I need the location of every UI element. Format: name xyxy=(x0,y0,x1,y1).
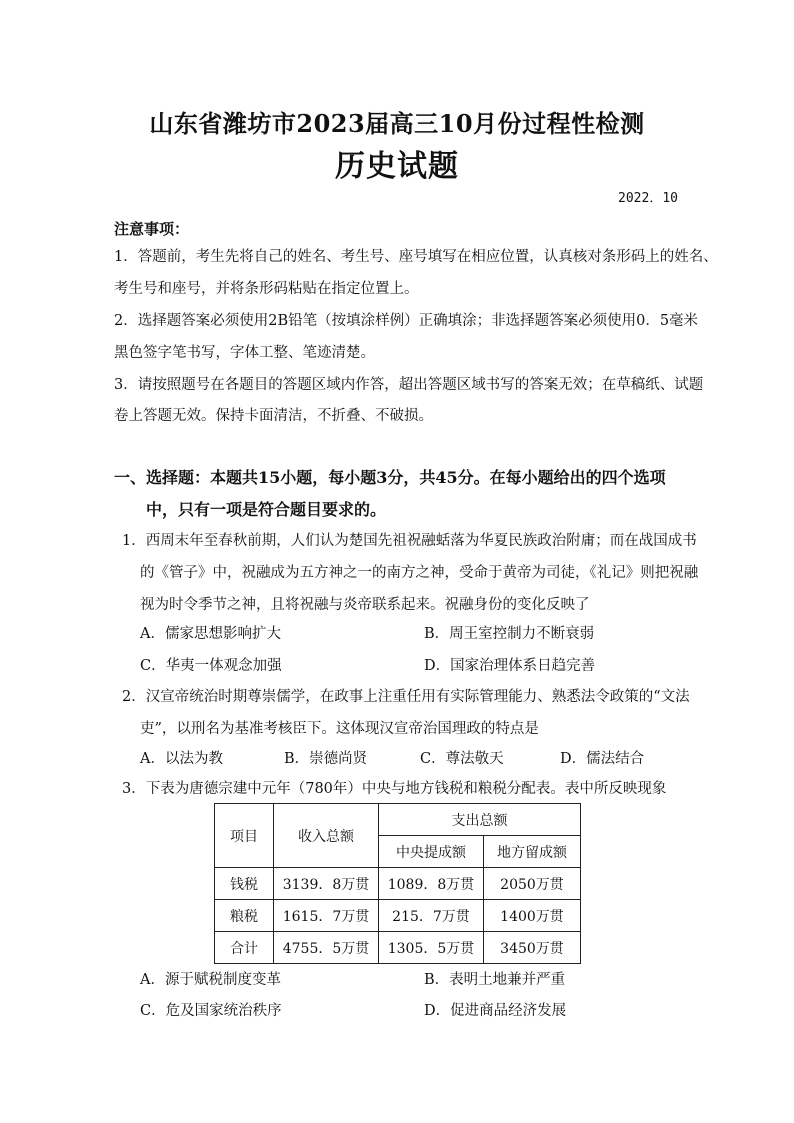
question-1-option-b[interactable]: B．周王室控制力不断衰弱 xyxy=(424,626,595,642)
notice-line: 黑色签字笔书写，字体工整、笔迹清楚。 xyxy=(114,345,375,361)
notice-line: 1．答题前，考生先将自己的姓名、考生号、座号填写在相应位置，认真核对条形码上的姓名、 xyxy=(114,249,718,265)
table-row xyxy=(215,868,581,900)
question-1-option-d[interactable]: D．国家治理体系日趋完善 xyxy=(424,658,596,674)
table-cell: 钱税 xyxy=(215,868,274,900)
table-header-income: 收入总额 xyxy=(274,804,379,868)
table-cell: 3450万贯 xyxy=(484,932,581,964)
table-cell: 1615．7万贯 xyxy=(274,900,379,932)
table-cell: 1089．8万贯 xyxy=(379,868,484,900)
exam-title: 山东省潍坊市2023届高三10月份过程性检测 xyxy=(149,109,645,138)
question-2-option-d[interactable]: D．儒法结合 xyxy=(560,751,645,767)
question-3-option-b[interactable]: B．表明土地兼并严重 xyxy=(424,972,566,988)
table-cell: 1400万贯 xyxy=(484,900,581,932)
table-header-item: 项目 xyxy=(215,804,274,868)
tax-distribution-table xyxy=(214,803,581,964)
question-1-stem: 1．西周末年至春秋前期，人们认为楚国先祖祝融蛞落为华夏民族政治附庸；而在战国成书 xyxy=(122,533,697,549)
notice-line: 3．请按照题号在各题目的答题区域内作答，超出答题区域书写的答案无效；在草稿纸、试题 xyxy=(114,377,704,393)
section-heading-cont: 中，只有一项是符合题目要求的。 xyxy=(146,500,387,519)
question-3-option-a[interactable]: A．源于赋税制度变革 xyxy=(140,972,281,988)
question-2-stem: 吏”，以刑名为基准考核臣下。这体现汉宣帝治国理政的特点是 xyxy=(140,721,539,737)
table-cell: 1305．5万贯 xyxy=(379,932,484,964)
notice-heading: 注意事项： xyxy=(114,220,190,238)
table-cell: 粮税 xyxy=(215,900,274,932)
table-cell: 4755．5万贯 xyxy=(274,932,379,964)
question-2-option-c[interactable]: C．尊法敬天 xyxy=(420,751,504,767)
table-row xyxy=(215,932,581,964)
table-cell: 215．7万贯 xyxy=(379,900,484,932)
question-3-stem: 3．下表为唐德宗建中元年（780年）中央与地方钱税和粮税分配表。表中所反映现象 xyxy=(122,781,667,797)
question-3-option-d[interactable]: D．促进商品经济发展 xyxy=(424,1003,567,1019)
table-header-central: 中央提成额 xyxy=(379,836,484,868)
question-1-stem: 视为时令季节之神，且将祝融与炎帝联系起来。祝融身份的变化反映了 xyxy=(140,597,590,613)
question-1-option-c[interactable]: C．华夷一体观念加强 xyxy=(140,658,282,674)
question-2-stem: 2．汉宣帝统治时期尊崇儒学，在政事上注重任用有实际管理能力、熟悉法令政策的“文法 xyxy=(122,689,690,705)
exam-date: 2022．10 xyxy=(618,191,678,206)
table-row xyxy=(215,900,581,932)
question-3-option-c[interactable]: C．危及国家统治秩序 xyxy=(140,1003,282,1019)
question-2-option-b[interactable]: B．崇德尚贤 xyxy=(284,751,368,767)
question-2-option-a[interactable]: A．以法为教 xyxy=(140,751,223,767)
question-1-option-a[interactable]: A．儒家思想影响扩大 xyxy=(140,626,281,642)
notice-line: 2．选择题答案必须使用2B铅笔（按填涂样例）正确填涂；非选择题答案必须使用0．5毫米 xyxy=(114,313,699,329)
section-heading: 一、选择题：本题共15小题，每小题3分，共45分。在每小题给出的四个选项 xyxy=(114,468,666,487)
table-cell: 2050万贯 xyxy=(484,868,581,900)
table-cell: 合计 xyxy=(215,932,274,964)
table-header-expense: 支出总额 xyxy=(379,804,581,836)
notice-line: 卷上答题无效。保持卡面清洁，不折叠、不破损。 xyxy=(114,408,433,424)
table-header-local: 地方留成额 xyxy=(484,836,581,868)
table-cell: 3139．8万贯 xyxy=(274,868,379,900)
subject-title: 历史试题 xyxy=(335,149,459,184)
question-1-stem: 的《管子》中，祝融成为五方神之一的南方之神，受命于黄帝为司徒，《礼记》则把祝融 xyxy=(140,565,699,581)
notice-line: 考生号和座号，并将条形码粘贴在指定位置上。 xyxy=(114,281,419,297)
